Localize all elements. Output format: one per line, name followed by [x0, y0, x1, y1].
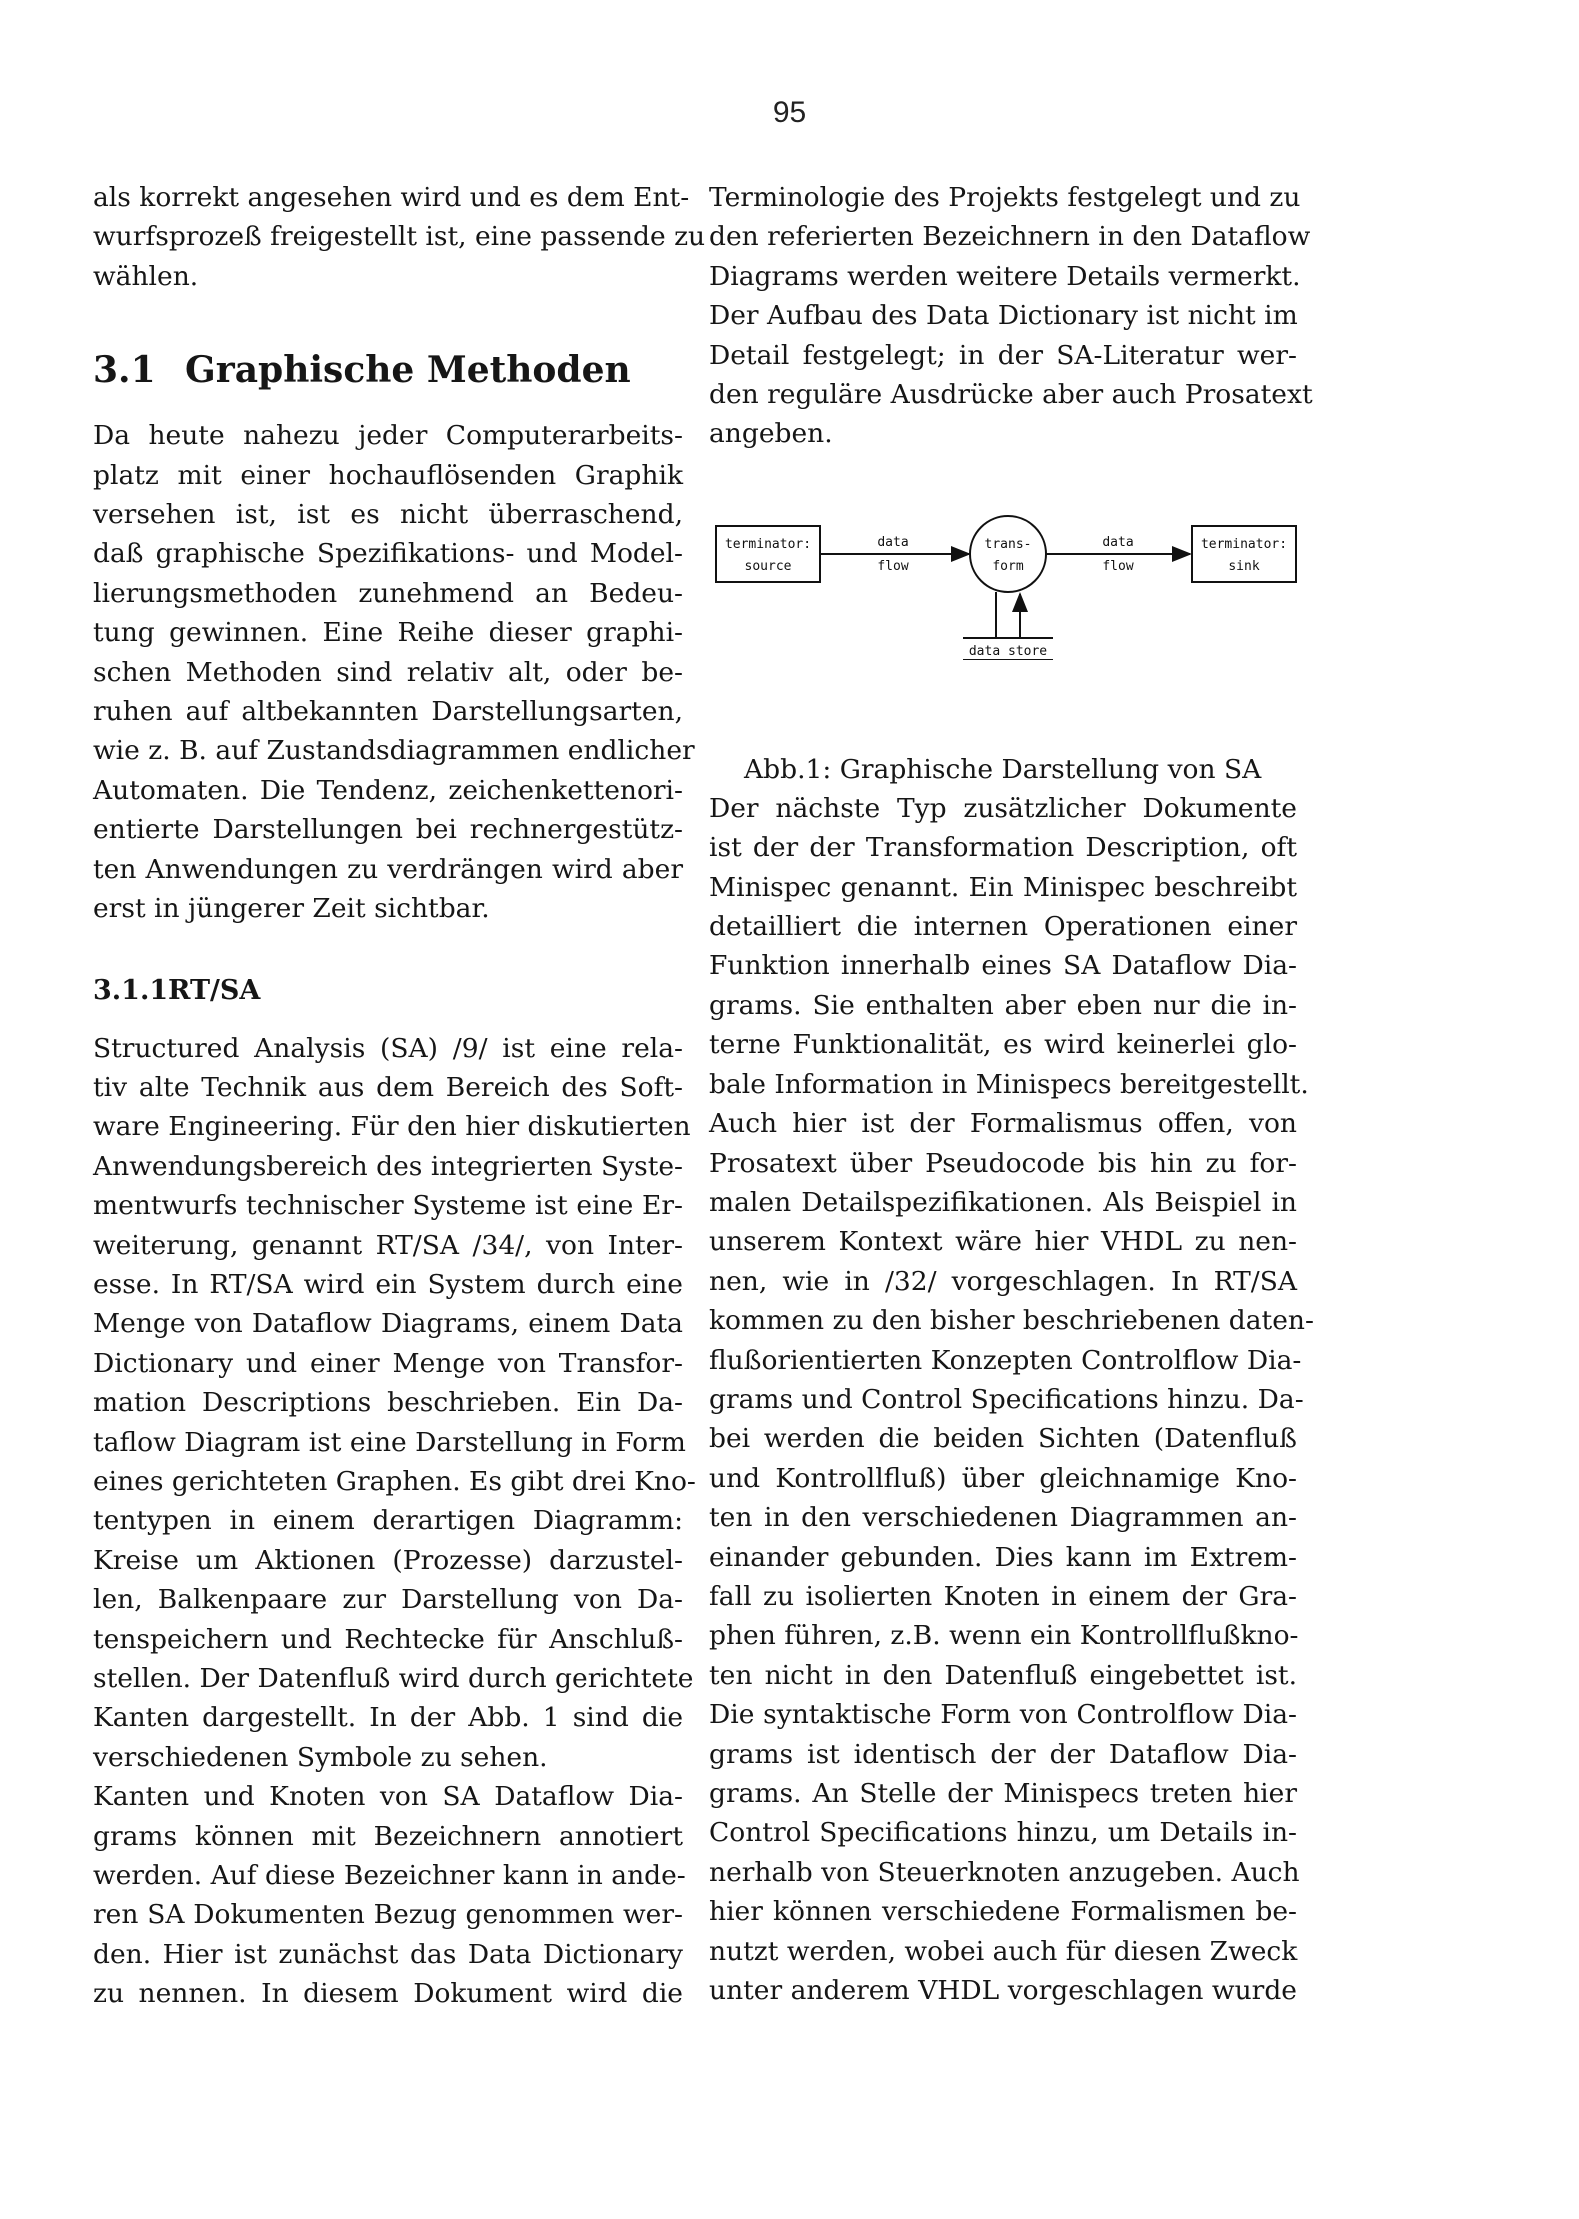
text-line: mation Descriptions beschrieben. Ein Da-: [93, 1387, 683, 1419]
text-line: detailliert die internen Operationen einer: [709, 911, 1297, 943]
text-line: Auch hier ist der Formalismus offen, von: [709, 1108, 1297, 1140]
text-line: Kanten und Knoten von SA Dataflow Dia-: [93, 1781, 683, 1813]
right-main-paragraph: [709, 789, 1314, 2011]
text-line: wie z. B. auf Zustandsdiagrammen endlicher: [93, 735, 695, 767]
text-line: hier können verschiedene Formalismen be-: [709, 1896, 1297, 1928]
text-line: daß graphische Spezifikations- und Model-: [93, 538, 683, 570]
text-line: ware Engineering. Für den hier diskutierten: [93, 1111, 691, 1143]
right-intro-paragraph: [709, 178, 1313, 454]
text-line: Der Aufbau des Data Dictionary ist nicht im: [709, 300, 1298, 332]
terminator-sink-label: terminator:: [1200, 536, 1288, 552]
figure-sa-diagram: [709, 480, 1297, 750]
text-line: den. Hier ist zunächst das Data Dictionary: [93, 1938, 683, 1970]
page-number: 95: [772, 96, 807, 129]
text-line: unserem Kontext wäre hier VHDL zu nen-: [709, 1226, 1297, 1258]
subsection-paragraph: [93, 1029, 696, 1778]
text-line: grams. An Stelle der Minispecs treten hier: [709, 1778, 1297, 1809]
text-line: Kanten dargestellt. In der Abb. 1 sind die: [93, 1702, 683, 1734]
text-line: versehen ist, ist es nicht überraschend,: [93, 499, 683, 531]
text-line: Control Specifications hinzu, um Details in-: [709, 1817, 1297, 1849]
text-line: mentwurfs technischer Systeme ist eine Er-: [93, 1190, 683, 1222]
text-line: grams können mit Bezeichnern annotiert: [93, 1820, 683, 1852]
text-line: nen, wie in /32/ vorgeschlagen. In RT/SA: [709, 1265, 1297, 1297]
text-line: Kreise um Aktionen (Prozesse) darzustel-: [93, 1544, 683, 1576]
text-line: terne Funktionalität, es wird keinerlei glo-: [709, 1029, 1297, 1061]
transform-sublabel: form: [992, 558, 1024, 574]
text-line: den referierten Bezeichnern in den Dataflow: [709, 221, 1311, 253]
text-line: kommen zu den bisher beschriebenen daten-: [709, 1305, 1314, 1337]
text-line: esse. In RT/SA wird ein System durch eine: [93, 1268, 683, 1300]
subsection-title: RT/SA: [168, 974, 261, 1006]
text-line: Automaten. Die Tendenz, zeichenkettenori-: [93, 774, 683, 806]
text-line: grams ist identisch der der Dataflow Dia-: [709, 1738, 1297, 1770]
figure-caption: Abb.1: Graphische Darstellung von SA: [744, 753, 1262, 785]
text-line: ist der der Transformation Description, oft: [709, 832, 1297, 864]
section-number: 3.1: [93, 349, 156, 392]
text-line: einander gebunden. Dies kann im Extrem-: [709, 1541, 1297, 1573]
left-intro-paragraph: [93, 178, 706, 296]
transform-label: trans-: [984, 536, 1032, 552]
text-line: fall zu isolierten Knoten in einem der Gra-: [709, 1580, 1297, 1612]
data-flow-label-1: data: [877, 534, 909, 550]
text-line: angeben.: [709, 418, 833, 450]
data-flow-label-2: data: [1102, 534, 1134, 550]
text-line: malen Detailspezifikationen. Als Beispiel in: [709, 1186, 1297, 1218]
text-line: erst in jüngerer Zeit sichtbar.: [93, 893, 490, 925]
text-line: wurfsprozeß freigestellt ist, eine passende zu: [93, 221, 706, 253]
section-title: Graphische Methoden: [185, 349, 631, 392]
text-line: tentypen in einem derartigen Diagramm:: [93, 1505, 683, 1537]
sa-diagram-svg: [709, 480, 1299, 660]
transform-process-circle: [970, 516, 1046, 592]
text-line: Funktion innerhalb eines SA Dataflow Dia-: [709, 950, 1297, 982]
text-line: ruhen auf altbekannten Darstellungsarten,: [93, 696, 683, 728]
section-paragraph: [93, 416, 695, 928]
text-line: len, Balkenpaare zur Darstellung von Da-: [93, 1584, 683, 1616]
text-line: und Kontrollfluß) über gleichnamige Kno-: [709, 1462, 1297, 1494]
right-column: [709, 178, 1314, 2010]
text-line: entierte Darstellungen bei rechnergestütz-: [93, 814, 683, 846]
text-line: Minispec genannt. Ein Minispec beschreibt: [709, 871, 1297, 903]
text-line: Detail festgelegt; in der SA-Literatur wer-: [709, 339, 1297, 371]
text-line: phen führen, z.B. wenn ein Kontrollflußkno-: [709, 1620, 1299, 1652]
text-line: nutzt werden, wobei auch für diesen Zweck: [709, 1935, 1298, 1967]
text-line: lierungsmethoden zunehmend an Bedeu-: [93, 577, 683, 609]
section-heading: [93, 346, 683, 394]
text-line: grams. Sie enthalten aber eben nur die in-: [709, 989, 1297, 1021]
text-line: eines gerichteten Graphen. Es gibt drei Kno-: [93, 1465, 696, 1497]
data-store-label: data store: [968, 643, 1048, 659]
text-line: ten Anwendungen zu verdrängen wird aber: [93, 853, 683, 885]
left-column: [93, 178, 706, 2014]
text-line: den reguläre Ausdrücke aber auch Prosatext: [709, 379, 1313, 411]
text-line: wählen.: [93, 260, 199, 292]
text-line: werden. Auf diese Bezeichner kann in ande-: [93, 1860, 686, 1892]
data-flow-label-2b: flow: [1102, 558, 1134, 574]
text-line: Der nächste Typ zusätzlicher Dokumente: [709, 792, 1297, 824]
text-line: Terminologie des Projekts festgelegt und zu: [709, 182, 1301, 213]
terminator-sink-sublabel: sink: [1228, 558, 1260, 574]
text-line: Menge von Dataflow Diagrams, einem Data: [93, 1308, 683, 1340]
text-line: ren SA Dokumenten Bezug genommen wer-: [93, 1899, 683, 1931]
text-line: Prosatext über Pseudocode bis hin zu for-: [709, 1147, 1297, 1179]
text-line: verschiedenen Symbole zu sehen.: [93, 1741, 548, 1773]
text-line: tenspeichern und Rechtecke für Anschluß-: [93, 1623, 683, 1655]
text-line: Diagrams werden weitere Details vermerkt.: [709, 260, 1301, 292]
text-line: zu nennen. In diesem Dokument wird die: [93, 1978, 683, 2010]
text-line: weiterung, genannt RT/SA /34/, von Inter-: [93, 1229, 683, 1261]
text-line: taflow Diagram ist eine Darstellung in Form: [93, 1426, 686, 1458]
text-line: bale Information in Minispecs bereitgestellt.: [709, 1068, 1309, 1100]
text-line: Anwendungsbereich des integrierten Syste-: [93, 1150, 683, 1182]
text-line: platz mit einer hochauflösenden Graphik: [93, 459, 683, 491]
text-line: schen Methoden sind relativ alt, oder be-: [93, 656, 683, 688]
text-line: bei werden die beiden Sichten (Datenfluß: [709, 1423, 1297, 1455]
text-line: Dictionary und einer Menge von Transfor-: [93, 1347, 683, 1379]
text-line: tung gewinnen. Eine Reihe dieser graphi-: [93, 617, 683, 649]
text-line: als korrekt angesehen wird und es dem Ent-: [93, 182, 690, 213]
text-line: ten nicht in den Datenfluß eingebettet ist.: [709, 1659, 1297, 1691]
subsection-number: 3.1.1: [93, 974, 169, 1006]
terminator-source-sublabel: source: [744, 558, 792, 574]
text-line: tiv alte Technik aus dem Bereich des Soft-: [93, 1071, 683, 1103]
paragraph-annotations: [93, 1777, 686, 2013]
subsection-heading: [93, 971, 683, 1011]
text-line: grams und Control Specifications hinzu. Da-: [709, 1383, 1304, 1415]
text-line: flußorientierten Konzepten Controlflow Dia-: [709, 1344, 1302, 1376]
text-line: stellen. Der Datenfluß wird durch gerichtete: [93, 1663, 694, 1694]
text-line: Structured Analysis (SA) /9/ ist eine rela-: [93, 1032, 683, 1064]
data-flow-label-1b: flow: [877, 558, 909, 574]
text-line: Die syntaktische Form von Controlflow Dia-: [709, 1699, 1297, 1731]
text-line: ten in den verschiedenen Diagrammen an-: [709, 1502, 1297, 1534]
terminator-source-label: terminator:: [724, 536, 812, 552]
text-line: unter anderem VHDL vorgeschlagen wurde: [709, 1975, 1297, 2007]
text-line: Da heute nahezu jeder Computerarbeits-: [93, 420, 683, 452]
text-line: nerhalb von Steuerknoten anzugeben. Auch: [709, 1856, 1300, 1888]
